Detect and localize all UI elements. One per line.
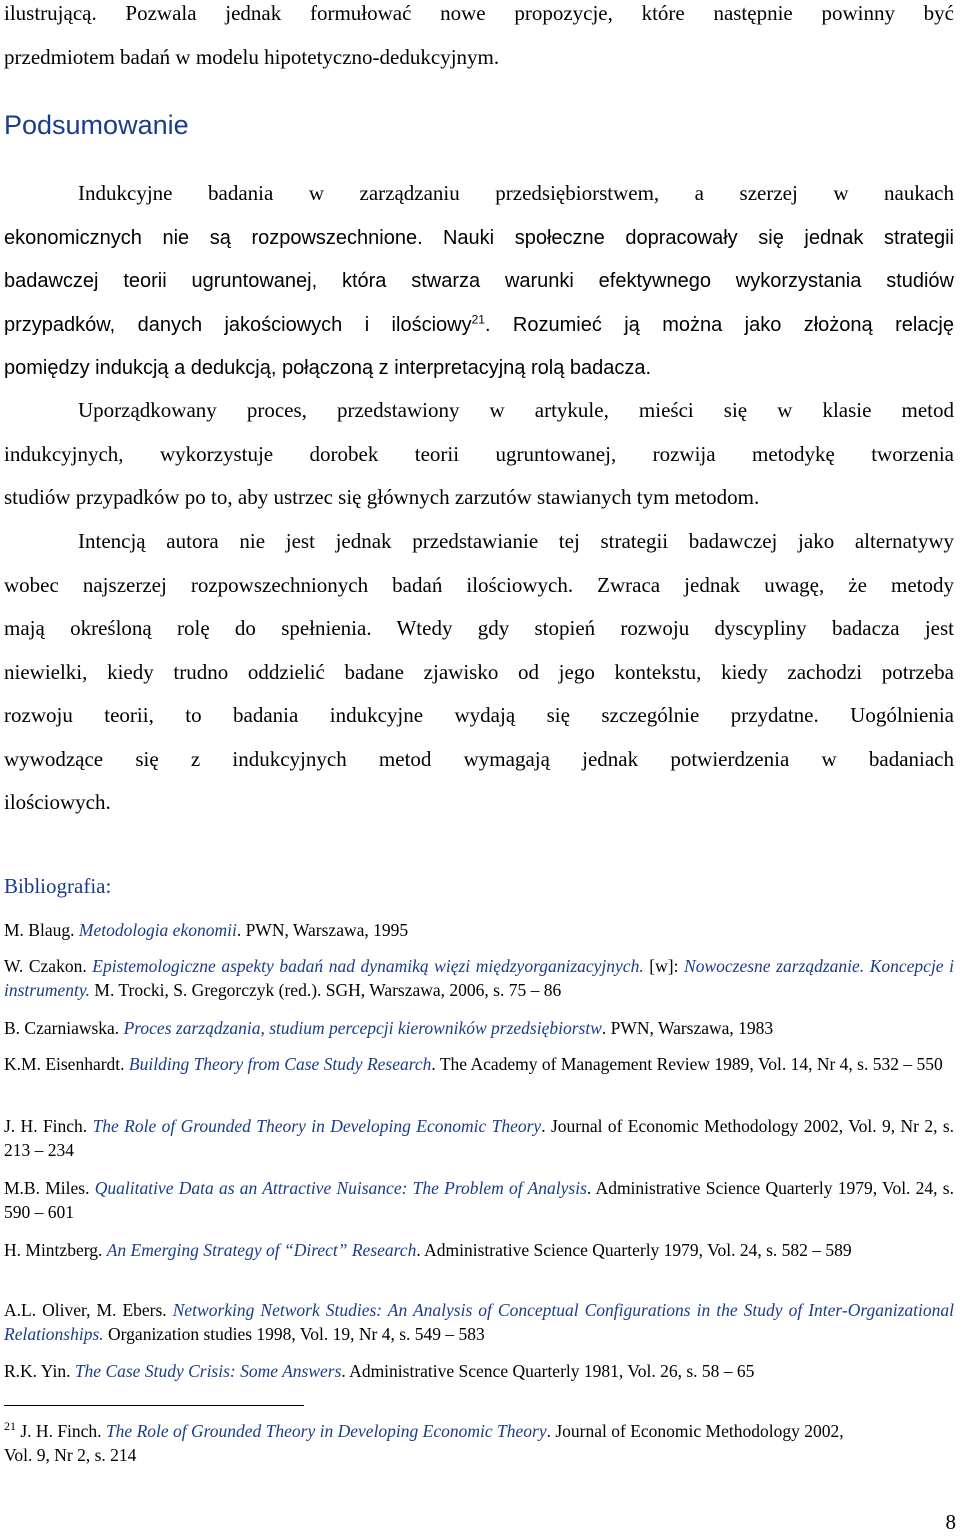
text-line: indukcyjnych, wykorzystuje dorobek teorii ugruntowanej, rozwija metodykę tworzenia bbox=[4, 441, 954, 466]
bibliography-entry: M. Blaug. Metodologia ekonomii. PWN, Warszawa, 1995 bbox=[4, 920, 409, 940]
bibliography-entry: K.M. Eisenhardt. Building Theory from Case Study Research. The Academy of Management Review 1989, Vol. 14, Nr 4, s. 532 – 550 bbox=[4, 1054, 943, 1074]
intro-paragraph bbox=[4, 0, 954, 79]
text-line: przedmiotem badań w modelu hipotetyczno-dedukcyjnym. bbox=[4, 44, 500, 69]
bibliography-entry: H. Mintzberg. An Emerging Strategy of “Direct” Research. Administrative Science Quarterly 1979, Vol. 24, s. 582 – 589 bbox=[4, 1240, 852, 1260]
bibliography-entry: R.K. Yin. The Case Study Crisis: Some Answers. Administrative Scence Quarterly 1981, Vol. 26, s. 58 – 65 bbox=[4, 1361, 755, 1381]
bibliography-entry: J. H. Finch. The Role of Grounded Theory in Developing Economic Theory. Journal of Economic Methodology 2002, Vol. 9, Nr 2, s. 213 – 234 bbox=[4, 1116, 955, 1160]
text-line: Intencją autora nie jest jednak przedstawianie tej strategii badawczej jako alternatywy bbox=[78, 529, 954, 553]
text-line: ilustrującą. Pozwala jednak formułować nowe propozycje, które następnie powinny być bbox=[4, 1, 954, 25]
bibliography-entry: W. Czakon. Epistemologiczne aspekty badań nad dynamiką więzi międzyorganizacyjnych. [w]: Nowoczesne zarządzanie. Koncepcje i instrumenty. M. Trocki, S. Gregorczyk (red.). SGH, Warszawa, 2006, s. 75 – 86 bbox=[4, 956, 955, 1000]
paragraph-1 bbox=[4, 172, 954, 391]
text-line: rozwoju teorii, to badania indukcyjne wydają się szczególnie przydatne. Uogólnienia bbox=[4, 703, 954, 727]
bibliography-entry: B. Czarniawska. Proces zarządzania, studium percepcji kierowników przedsiębiorstw. PWN, Warszawa, 1983 bbox=[4, 1018, 774, 1038]
bibliography-title: Bibliografia: bbox=[4, 874, 112, 898]
footnote-divider bbox=[4, 1405, 304, 1406]
bibliography-entry: M.B. Miles. Qualitative Data as an Attractive Nuisance: The Problem of Analysis. Administrative Science Quarterly 1979, Vol. 24, s. 590 – 601 bbox=[4, 1178, 954, 1222]
text-line: ekonomicznych nie są rozpowszechnione. Nauki społeczne dopracowały się jednak strategii bbox=[4, 226, 954, 249]
page-number: 8 bbox=[945, 1510, 956, 1534]
bibliography-list bbox=[4, 918, 954, 1395]
bibliography-entry: A.L. Oliver, M. Ebers. Networking Network Studies: An Analysis of Conceptual Configurations in the Study of Inter-Organizational Relationships. Organization studies 1998, Vol. 19, Nr 4, s. 549 – 583 bbox=[4, 1300, 954, 1344]
text-line: Uporządkowany proces, przedstawiony w artykule, mieści się w klasie metod bbox=[78, 398, 954, 422]
text-line: badawczej teorii ugruntowanej, która stwarza warunki efektywnego wykorzystania studiów bbox=[4, 270, 954, 292]
text-line: przypadków, danych jakościowych i ilościowy$^{21}$. Rozumieć ją można jako złożoną relację bbox=[4, 311, 954, 336]
footnote-number: 21 bbox=[4, 1419, 16, 1434]
text-line: niewielki, kiedy trudno oddzielić badane zjawisko od jego kontekstu, kiedy zachodzi potrzeba bbox=[4, 659, 954, 684]
footnote: $^{21}$ J. H. Finch. The Role of Grounded Theory in Developing Economic Theory. Journal of Economic Methodology 2002, Vol. 9, Nr 2, s. 214 bbox=[4, 1419, 844, 1465]
text-line: wywodzące się z indukcyjnych metod wymagają jednak potwierdzenia w badaniach bbox=[4, 746, 954, 771]
section-heading: Podsumowanie bbox=[4, 110, 189, 140]
text-line: ilościowych. bbox=[4, 790, 111, 814]
paragraph-3 bbox=[4, 520, 954, 825]
text-line: mają określoną rolę do spełnienia. Wtedy gdy stopień rozwoju dyscypliny badacza jest bbox=[4, 616, 954, 640]
text-line: studiów przypadków po to, aby ustrzec się głównych zarzutów stawianych tym metodom. bbox=[4, 485, 760, 509]
text-line: wobec najszerzej rozpowszechnionych badań ilościowych. Zwraca jednak uwagę, że metody bbox=[4, 572, 954, 597]
paragraph-2 bbox=[4, 389, 954, 520]
footnote-ref[interactable]: 21 bbox=[471, 311, 485, 326]
text-line: Indukcyjne badania w zarządzaniu przedsiębiorstwem, a szerzej w naukach bbox=[78, 181, 954, 205]
text-line: pomiędzy indukcją a dedukcją, połączoną z interpretacyjną rolą badacza. bbox=[4, 357, 652, 379]
